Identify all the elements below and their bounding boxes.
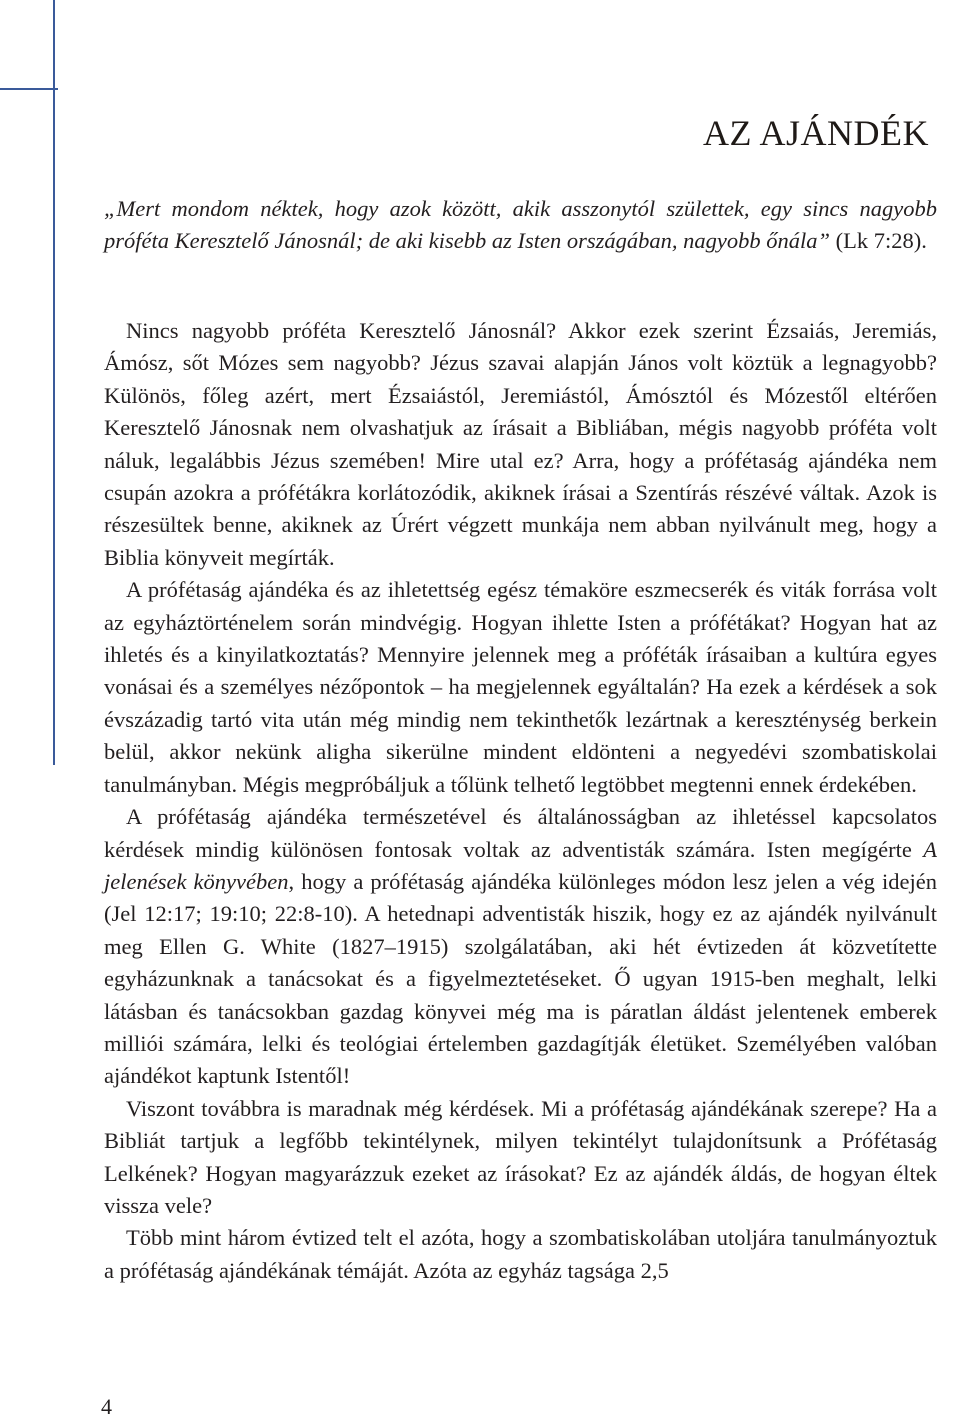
margin-horizontal-rule — [0, 88, 58, 90]
book-title-italic: A jelenések könyvében — [104, 836, 937, 894]
paragraph-3-after: , hogy a prófétaság ajándéka különleges módon lesz jelen a vég idején (Jel 12:17; 19:10; 22:8-10). A hetednapi adventisták hiszik, hogy ez az ajándék nyilvánult meg Ellen G. White (1827–1915) szolgálatában, aki hét évtizeden át közvetítette egyházunknak a tanácsokat és a figyelmeztetéseket. Ő ugyan 1915-ben meghalt, lelki látásban és tanácsokban gazdag könyvei még ma is páratlan áldást jelentenek emberek milliói számára, lelki és teológiai értelemben gazdagítják életüket. Személyében valóban ajándékot kaptunk Istentől! — [104, 868, 938, 1089]
chapter-title: AZ AJÁNDÉK — [703, 113, 929, 153]
paragraph-1: Nincs nagyobb próféta Keresztelő Jánosnál? Akkor ezek szerint Ézsaiás, Jeremiás, Ámósz, sőt Mózes sem nagyobb? Jézus szavai alapján János volt köztük a legnagyobb? Különös, főleg azért, mert Ézsaiástól, Jeremiástól, Ámósztól és Mózestől eltérően Keresztelő Jánosnak nem olvashatjuk az írásait a Bibliában, mégis nagyobb próféta volt náluk, legalábbis Jézus szemében! Mire utal ez? Arra, hogy a prófétaság ajándéka nem csupán azokra a prófétákra korlátozódik, akiknek írásai a Szentírás részévé váltak. Azok is részesültek benne, akiknek az Úrért végzett munkája nem abban nyilvánult meg, hogy a Biblia könyveit megírták. — [104, 318, 937, 570]
paragraph-2: A prófétaság ajándéka és az ihletettség egész témaköre eszmecserék és viták forrása volt az egyháztörténelem során mindvégig. Hogyan ihlette Isten a prófétákat? Hogyan hat az ihletés és a kinyilatkoztatás? Mennyire jelennek meg a próféták írásaiban a kultúra egyes vonásai és a személyes nézőpontok – ha megjelennek egyáltalán? Ha ezek a kérdések a sok évszázadig tartó vita után még mindig nem tekinthetők lezártnak a kereszténység berkein belül, akkor nekünk aligha sikerülne mindent eldönteni a negyedévi szombatiskolai tanulmányban. Mégis megpróbáljuk a tőlünk telhető legtöbbet megtenni ennek érdekében. — [104, 577, 937, 797]
quote-text: „Mert mondom néktek, hogy azok között, akik asszonytól születtek, egy sincs nagyobb próféta Keresztelő Jánosnál; de aki kisebb az Isten országában, nagyobb őnála” — [104, 196, 937, 253]
page-number: 4 — [101, 1394, 112, 1419]
paragraph-4: Viszont továbbra is maradnak még kérdések. Mi a prófétaság ajándékának szerepe? Ha a Bibliát tartjuk a legfőbb tekintélynek, milyen tekintélyt tulajdonítsunk a Prófétaság Lelkének? Hogyan magyarázzuk ezeket az írásokat? Ez az ajándék áldás, de hogyan éltek vissza vele? — [104, 1095, 937, 1218]
paragraph-3 — [104, 801, 937, 1093]
quote-reference: (Lk 7:28). — [829, 228, 927, 253]
paragraph-3-before: A prófétaság ajándéka természetével és általánosságban az ihletéssel kapcsolatos kérdések mindig különösen fontosak voltak az adventisták számára. Isten megígérte — [104, 804, 937, 862]
epigraph-quote — [104, 193, 937, 257]
paragraph-5: Több mint három évtized telt el azóta, hogy a szombatiskolában utoljára tanulmányoztuk a prófétaság ajándékának témáját. Azóta az egyház tagsága 2,5 — [104, 1225, 937, 1283]
body-text — [104, 315, 937, 1287]
